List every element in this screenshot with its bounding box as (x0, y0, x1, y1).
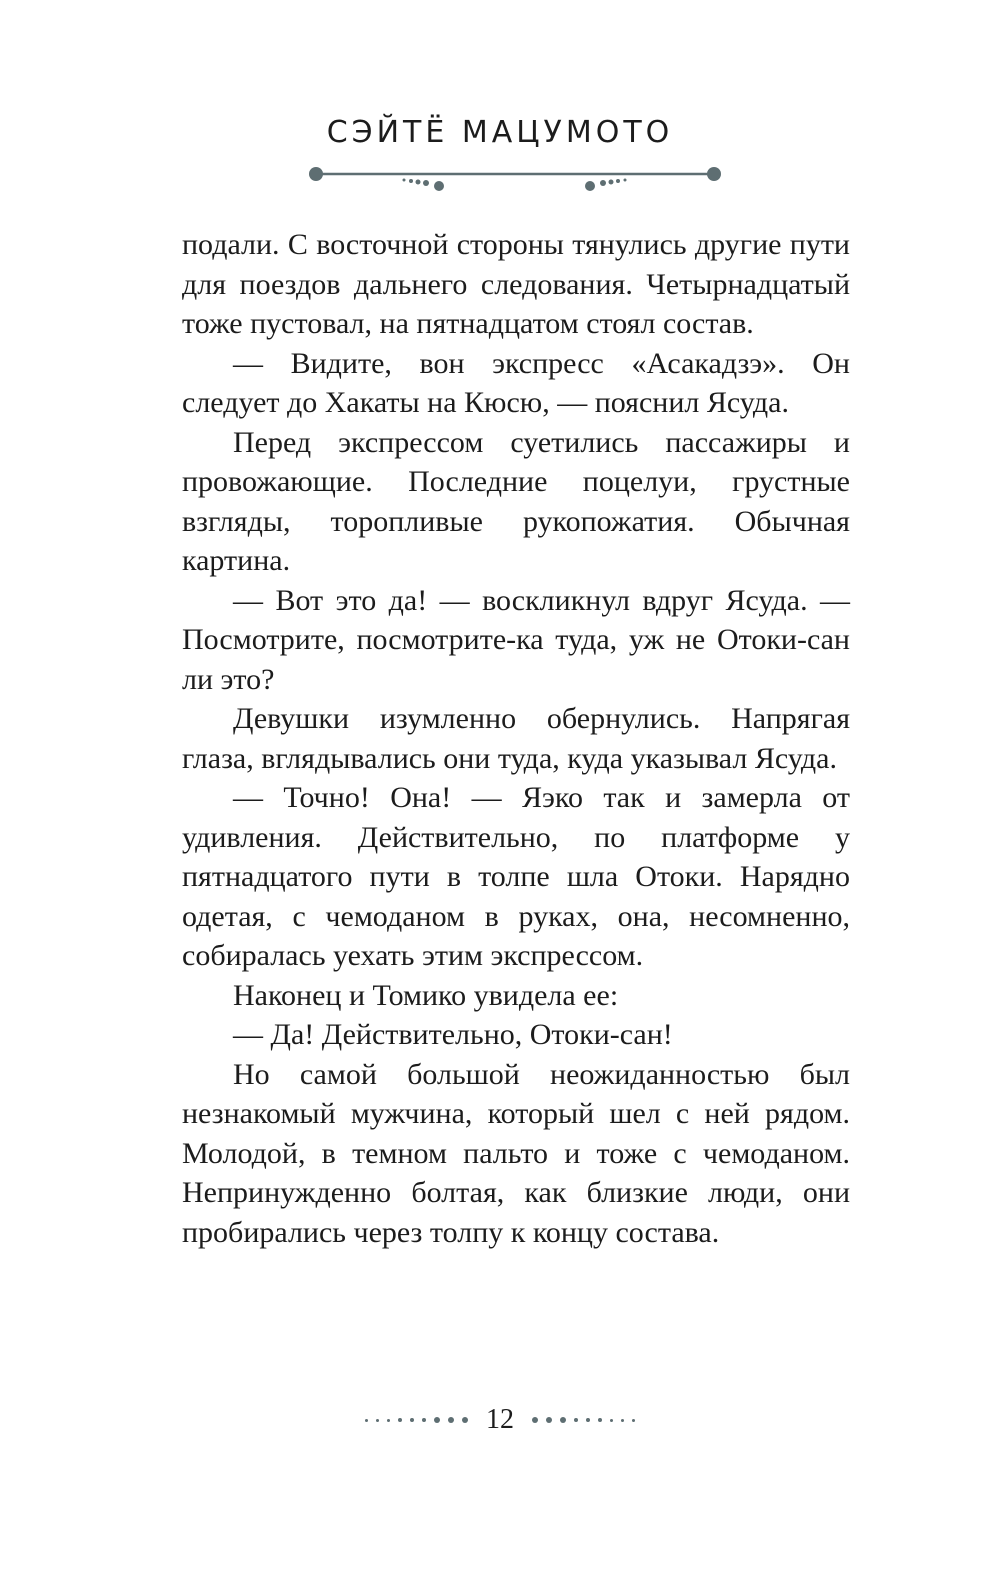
paragraph: — Да! Действительно, Отоки-сан! (233, 1018, 673, 1051)
folio-dots-left (365, 1417, 468, 1423)
paragraph: Девушки изумленно обернулись. Напрягая глаза, вглядывались они туда, куда указывал Ясуда. (182, 702, 850, 775)
paragraph: — Точно! Она! — Яэко так и замерла от удивления. Действительно, по платформе у пятнадцатого пути в толпе шла Отоки. Нарядно одетая, с чемоданом в руках, она, несомненно, собиралась уехать этим экспрессом. (182, 781, 850, 972)
paragraph: подали. С восточной стороны тянулись другие пути для поездов дальнего следования. Четырнадцатый тоже пустовал, на пятнадцатом стоял состав. (182, 228, 850, 340)
page-footer (0, 1404, 1000, 1436)
folio-dots-right (532, 1417, 635, 1423)
paragraph: Перед экспрессом суетились пассажиры и провожающие. Последние поцелуи, грустные взгляды, торопливые рукопожатия. Обычная картина. (182, 425, 850, 577)
paragraph: Но самой большой неожиданностью был незнакомый мужчина, который шел с ней рядом. Молодой, в темном пальто и тоже с чемоданом. Непринужденно болтая, как близкие люди, они пробирались через толпу к концу состава. (182, 1057, 850, 1249)
running-head-title: СЭЙТЁ МАЦУМОТО (326, 115, 674, 150)
paragraph: Наконец и Томико увидела ее: (233, 978, 619, 1012)
paragraph: — Вот это да! — воскликнул вдруг Ясуда. — Посмотрите, посмотрите-ка туда, уж не Отоки-сан ли это? (182, 583, 850, 696)
page-number: 12 (486, 1404, 514, 1435)
decorative-divider (300, 160, 730, 196)
paragraph: — Видите, вон экспресс «Асакадзэ». Он следует до Хакаты на Кюсю, — пояснил Ясуда. (182, 346, 850, 419)
page-body-text (182, 225, 850, 1252)
